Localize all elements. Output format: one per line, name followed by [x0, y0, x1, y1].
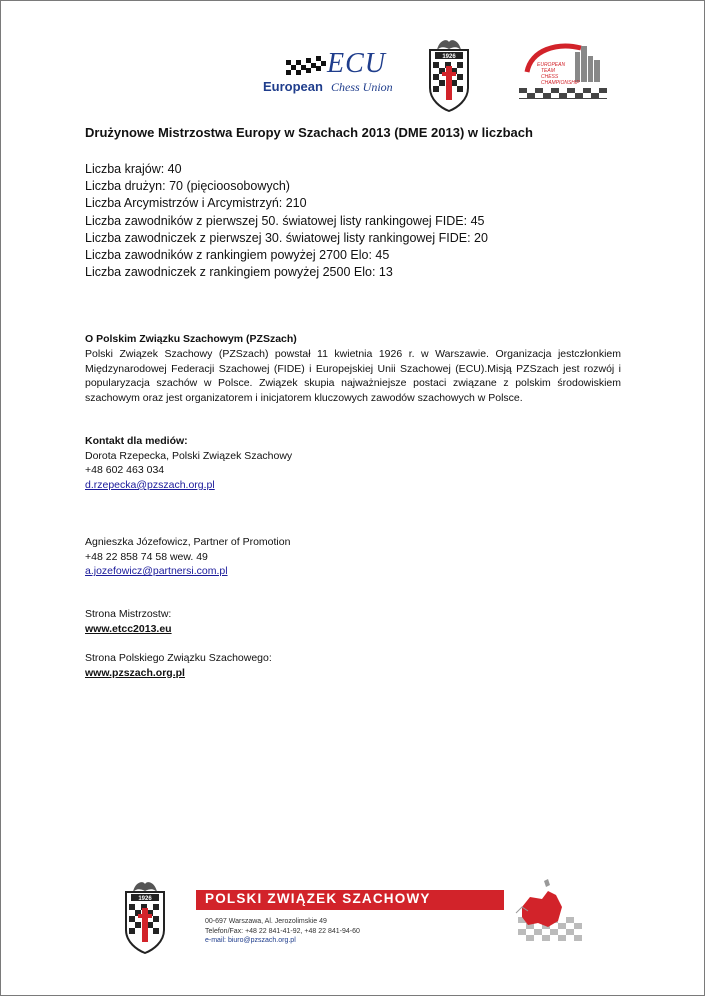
pzs-site-link[interactable]: www.pzszach.org.pl: [85, 666, 185, 679]
contact-name: Agnieszka Józefowicz, Partner of Promotion: [85, 536, 291, 548]
fact-item: Liczba zawodników z rankingiem powyżej 2700 Elo: 45: [85, 248, 390, 263]
etcc-2013-logo: [517, 38, 609, 100]
svg-text:CHAMPIONSHIP: CHAMPIONSHIP: [541, 80, 580, 86]
footer-email: e-mail: biuro@pzszach.org.pl: [205, 937, 296, 944]
fact-item: Liczba zawodników z pierwszej 50. światowej listy rankingowej FIDE: 45: [85, 213, 485, 228]
contact-name: Dorota Rzepecka, Polski Związek Szachowy: [85, 449, 293, 462]
checkered-flag-icon: [286, 56, 326, 78]
pzs-crest-logo: [427, 36, 471, 112]
footer-phones: Telefon/Fax: +48 22 841-41-92, +48 22 841-94-60: [205, 927, 360, 935]
ecu-logo-mark: ECU: [327, 48, 386, 79]
facts-list: [85, 161, 488, 281]
footer-address: 00-697 Warszawa, Al. Jerozolimskie 49: [205, 918, 327, 925]
fact-item: Liczba drużyn: 70 (pięcioosobowych): [85, 179, 290, 194]
fact-item: Liczba krajów: 40: [85, 162, 182, 176]
document-title: Drużynowe Mistrzostwa Europy w Szachach 2013 (DME 2013) w liczbach: [85, 125, 533, 140]
championship-site: [85, 607, 172, 636]
contact-phone: +48 22 858 74 58 wew. 49: [85, 550, 208, 563]
fact-item: Liczba Arcymistrzów i Arcymistrzyń: 210: [85, 196, 307, 211]
footer-address-block: [205, 917, 360, 946]
championship-site-link[interactable]: www.etcc2013.eu: [85, 622, 172, 635]
poland-map-chessboard-logo: [508, 877, 588, 949]
pzs-crest-footer-logo: [122, 878, 168, 954]
contact-email-link[interactable]: a.jozefowicz@partnersi.com.pl: [85, 565, 228, 578]
site-label: Strona Polskiego Związku Szachowego:: [85, 652, 272, 664]
ecu-logo-line2: Chess Union: [331, 80, 393, 94]
contact-email-link[interactable]: d.rzepecka@pzszach.org.pl: [85, 478, 215, 491]
svg-text:TEAM: TEAM: [541, 68, 555, 74]
svg-text:1926: 1926: [138, 896, 152, 902]
fact-item: Liczba zawodniczek z pierwszej 30. światowej listy rankingowej FIDE: 20: [85, 230, 488, 245]
ecu-logo: [263, 48, 403, 98]
svg-text:EUROPEAN: EUROPEAN: [537, 62, 566, 68]
svg-text:1926: 1926: [442, 54, 456, 60]
media-contact-block: [85, 434, 292, 492]
media-heading: Kontakt dla mediów:: [85, 435, 188, 447]
site-label: Strona Mistrzostw:: [85, 608, 172, 620]
svg-text:CHESS: CHESS: [541, 74, 559, 80]
pzs-site: [85, 651, 272, 680]
about-heading: O Polskim Związku Szachowym (PZSzach): [85, 333, 297, 345]
footer-title: POLSKI ZWIĄZEK SZACHOWY: [205, 891, 431, 906]
about-body: Polski Związek Szachowy (PZSzach) powstał 11 kwietnia 1926 r. w Warszawie. Organizacja jestczłonkiem Międzynarodowej Federacji Szachowej (FIDE) i Europejskiej Unii Szachowej (ECU).Misją PZSzach jest rozwój i popularyzacja szachów w Polsce. Związek skupia najważniejsze postaci związane z polskim środowiskiem szachowym oraz jest organizatorem i inicjatorem kluczowych zawodów szachowych w Polsce.: [85, 348, 621, 404]
fact-item: Liczba zawodniczek z rankingiem powyżej 2500 Elo: 13: [85, 265, 393, 280]
media-contact-block: [85, 535, 290, 579]
ecu-logo-line1: European: [263, 79, 323, 94]
contact-phone: +48 602 463 034: [85, 464, 165, 477]
